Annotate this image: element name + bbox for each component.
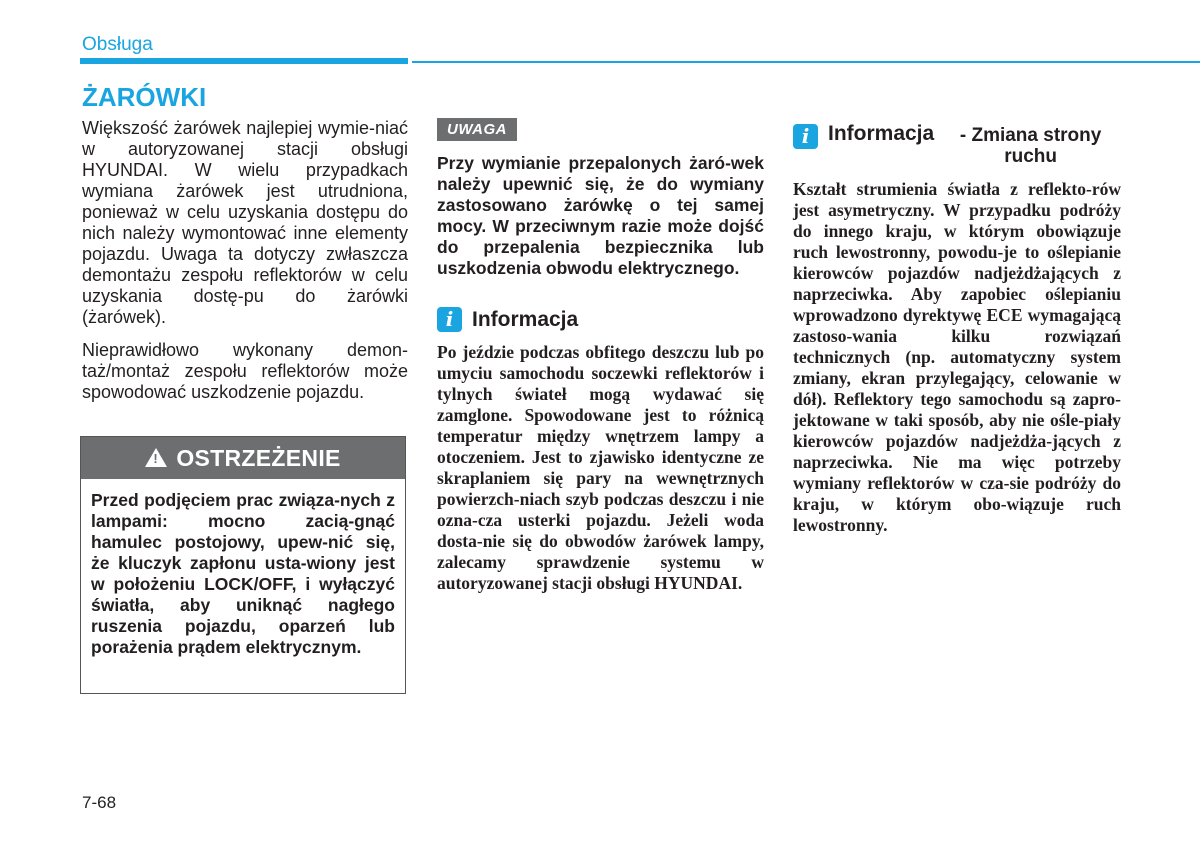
warning-triangle-icon	[145, 448, 167, 467]
header-rule-thick	[80, 58, 408, 64]
damage-paragraph: Nieprawidłowo wykonany demon-taż/montaż zespołu reflektorów może spowodować uszkodzenie pojazdu.	[82, 340, 408, 402]
column-3	[793, 118, 1121, 536]
page-number: 7-68	[82, 793, 117, 812]
info-text: Po jeździe podczas obfitego deszczu lub po umyciu samochodu soczewki reflektorów i tylnych świateł mogą wydawać się zamglone. Spowodowane jest to różnicą temperatur między wnętrzem lampy a otoczeniem. Jest to zjawisko identyczne ze skraplaniem się pary na wewnętrznych powierzch-niach szyb podczas deszczu i nie ozna-cza usterki pojazdu. Jeżeli woda dosta-nie się do obwodów żarówek lampy, zalecamy sprawdzenie systemu w autoryzowanej stacji obsługi HYUNDAI.	[437, 342, 764, 593]
info-subtitle-traffic: - Zmiana strony ruchu	[959, 125, 1102, 167]
page-title: ŻARÓWKI	[82, 82, 207, 112]
info-title-traffic: Informacja	[828, 122, 935, 145]
caution-text: Przy wymianie przepalonych żaró-wek należy upewnić się, że do wymiany zastosowano żarówkę o tej samej mocy. W przeciwnym razie może dojść do przepalenia bezpiecznika lub uszkodzenia obwodu elektrycznego.	[437, 153, 764, 278]
info-icon: i	[437, 307, 462, 332]
caution-label: UWAGA	[437, 118, 517, 141]
column-1	[82, 118, 408, 415]
intro-paragraph: Większość żarówek najlepiej wymie-niać w autoryzowanej stacji obsługi HYUNDAI. W wielu przypadkach wymiana żarówek jest utrudniona, ponieważ w celu uzyskania dostępu do nich należy wymontować inne elementy pojazdu. Uwaga ta dotyczy zwłaszcza demontażu zespołu reflektorów w celu uzyskania dostę-pu do żarówki (żarówek).	[82, 118, 408, 327]
info-title: Informacja	[472, 307, 579, 331]
info-icon: i	[793, 124, 818, 149]
section-label: Obsługa	[82, 34, 153, 55]
warning-title: OSTRZEŻENIE	[176, 444, 341, 471]
info-text-traffic: Kształt strumienia światła z reflekto-rów jest asymetryczny. W przypadku podróży do innego kraju, w którym obowiązuje ruch lewostronny, powodu-je to oślepianie kierowców pojazdów nadjeżdżających z naprzeciwka. Aby zapobiec oślepianiu wprowadzono dyrektywę ECE wymagającą zastoso-wania kilku rozwiązań technicznych (np. automatyczny system zmiany, ekran przylegający, celowanie w dół). Reflektory tego samochodu są zapro-jektowane w taki sposób, aby nie ośle-piały kierowców pojazdów nadjeżdża-jących z naprzeciwka. Nie ma więc potrzeby wymiany reflektorów w cza-sie podróży do kraju, w którym obo-wiązuje ruch lewostronny.	[793, 179, 1121, 535]
warning-box	[80, 436, 406, 694]
info-heading-traffic	[793, 122, 1121, 167]
column-2	[437, 118, 764, 594]
info-heading	[437, 307, 764, 332]
warning-header	[81, 437, 405, 479]
header-rule-thin	[412, 61, 1200, 63]
warning-text: Przed podjęciem prac związa-nych z lampami: mocno zacią-gnąć hamulec postojowy, upew-nić się, że kluczyk zapłonu usta-wiony jest w położeniu LOCK/OFF, i wyłączyć światła, aby uniknąć nagłego ruszenia pojazdu, oparzeń lub porażenia prądem elektrycznym.	[91, 490, 395, 657]
